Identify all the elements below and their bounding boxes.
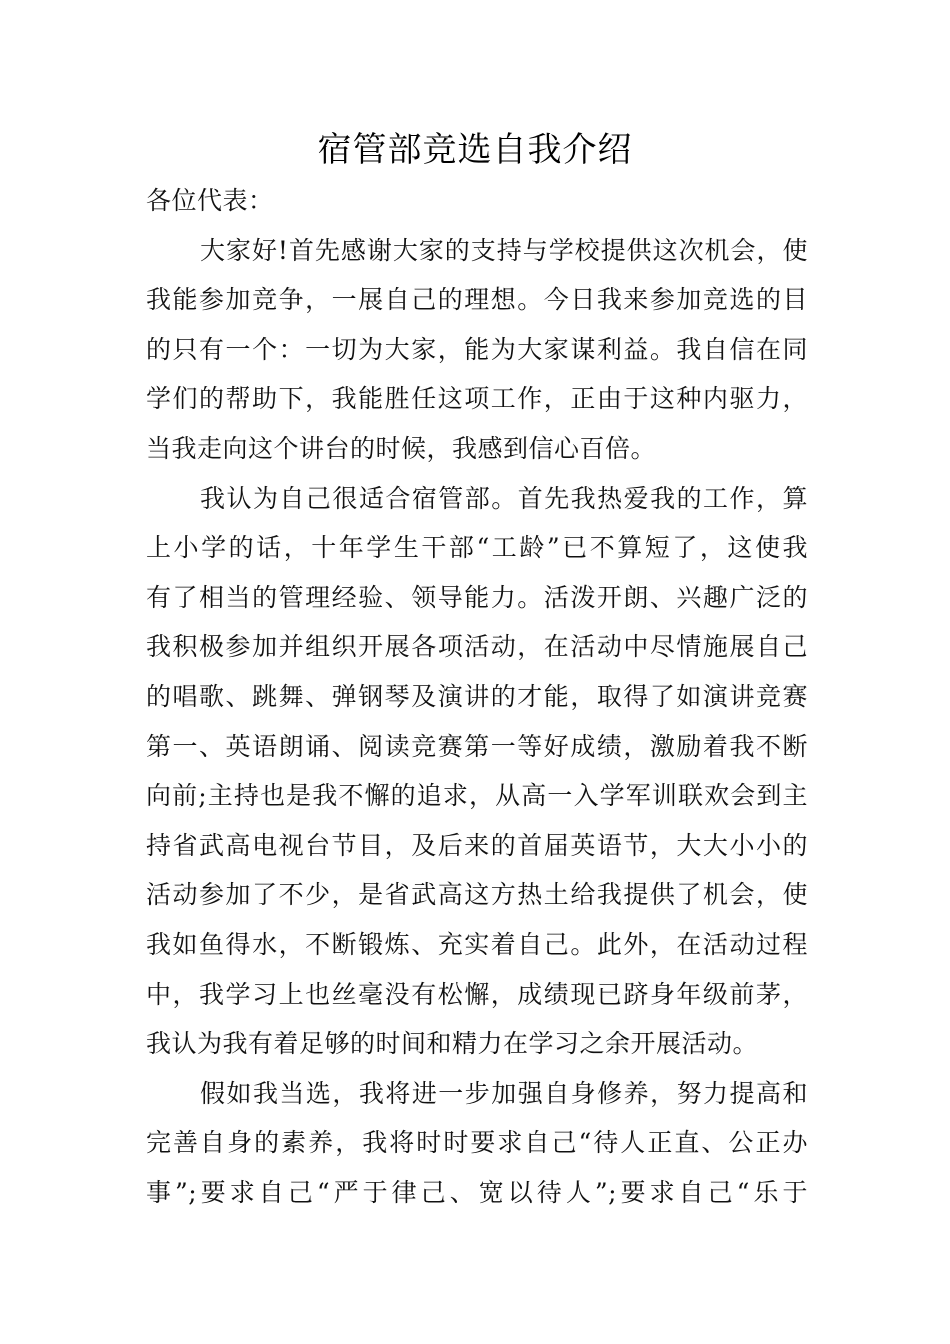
paragraph-2-line-12: 我认为我有着足够的时间和精力在学习之余开展活动。 (146, 1029, 759, 1059)
paragraph-1-line-5: 当我走向这个讲台的时候，我感到信心百倍。 (146, 433, 657, 463)
paragraph-2-line-7: 向前;主持也是我不懈的追求，从高一入学军训联欢会到主 (146, 781, 808, 811)
paragraph-2-line-1: 我认为自己很适合宿管部。首先我热爱我的工作，算 (200, 483, 808, 513)
paragraph-1-line-3: 的只有一个：一切为大家，能为大家谋利益。我自信在同 (146, 334, 808, 364)
paragraph-3-line-3: 事”;要求自己“严于律己、宽以待人”;要求自己“乐于 (146, 1177, 808, 1207)
paragraph-2-line-8: 持省武高电视台节目，及后来的首届英语节，大大小小的 (146, 830, 808, 860)
paragraph-2-line-6: 第一、英语朗诵、阅读竞赛第一等好成绩，激励着我不断 (146, 731, 808, 761)
paragraph-2-line-2: 上小学的话，十年学生干部“工龄”已不算短了，这使我 (146, 533, 808, 563)
paragraph-2-line-10: 我如鱼得水，不断锻炼、充实着自己。此外，在活动过程 (146, 929, 808, 959)
paragraph-1-line-2: 我能参加竞争，一展自己的理想。今日我来参加竞选的目 (146, 285, 808, 315)
paragraph-2-line-9: 活动参加了不少，是省武高这方热土给我提供了机会，使 (146, 880, 808, 910)
paragraph-1-line-1: 大家好!首先感谢大家的支持与学校提供这次机会，使 (200, 235, 808, 265)
paragraph-1-line-4: 学们的帮助下，我能胜任这项工作，正由于这种内驱力， (146, 384, 808, 414)
paragraph-2-line-11: 中，我学习上也丝毫没有松懈，成绩现已跻身年级前茅， (146, 979, 808, 1009)
paragraph-2-line-5: 的唱歌、跳舞、弹钢琴及演讲的才能，取得了如演讲竞赛 (146, 681, 808, 711)
paragraph-3-line-2: 完善自身的素养，我将时时要求自己“待人正直、公正办 (146, 1128, 808, 1158)
salutation-line: 各位代表： (146, 186, 274, 215)
document-body (146, 176, 808, 1217)
document-title: 宿管部竞选自我介绍 (317, 130, 633, 170)
paragraph-2-line-4: 我积极参加并组织开展各项活动，在活动中尽情施展自己 (146, 632, 808, 662)
paragraph-2-line-3: 有了相当的管理经验、领导能力。活泼开朗、兴趣广泛的 (146, 582, 808, 612)
paragraph-3-line-1: 假如我当选，我将进一步加强自身修养，努力提高和 (200, 1078, 808, 1108)
